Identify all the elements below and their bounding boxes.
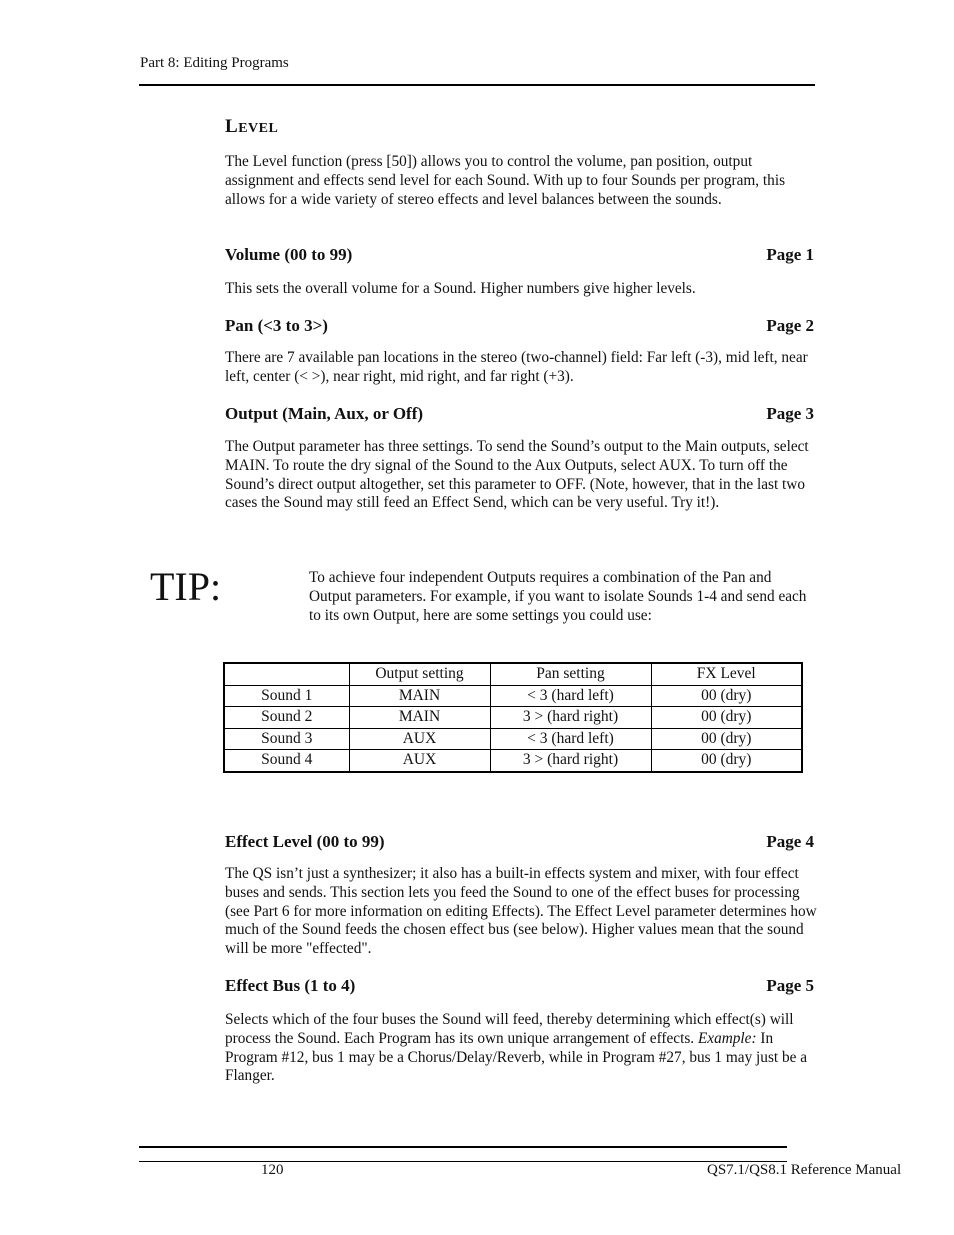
param-name: Output (Main, Aux, or Off) (225, 404, 424, 423)
table-header-row (224, 663, 802, 685)
param-page: Page 5 (766, 976, 814, 995)
table-header-cell: Pan setting (490, 663, 651, 685)
table-header-cell: Output setting (349, 663, 490, 685)
table-header-cell (224, 663, 349, 685)
table-row (224, 728, 802, 750)
param-heading-effect-bus (225, 976, 814, 996)
param-name: Effect Bus (1 to 4) (225, 976, 356, 995)
footer-rule-thin (139, 1161, 787, 1162)
table-cell: 00 (dry) (651, 750, 802, 772)
param-description-output: The Output parameter has three settings. To send the Sound’s output to the Main outputs, select MAIN. To route the dry signal of the Sound to the Aux Outputs, select AUX. To turn off the Sound’s direct output altogether, set this parameter to OFF. (Note, however, that in the last two cases the Sound may still feed an Effect Send, which can be very useful. Try it!). (225, 438, 809, 512)
effect-bus-example-text: In Program #12, bus 1 may be a Chorus/Delay/Reverb, while in Program #27, bus 1 may just be a Flanger. (225, 1029, 808, 1085)
section-title-initial: L (225, 116, 239, 137)
param-name: Effect Level (00 to 99) (225, 832, 385, 851)
param-page: Page 3 (766, 404, 814, 423)
footer-rule (139, 1146, 787, 1148)
param-description-pan: There are 7 available pan locations in the stereo (two-channel) field: Far left (-3), mid left, near left, center (< >), near right, mid right, and far right (+3). (225, 349, 808, 385)
table-cell: < 3 (hard left) (490, 728, 651, 750)
manual-title: QS7.1/QS8.1 Reference Manual (707, 1162, 902, 1178)
param-heading-output (225, 404, 814, 424)
table-row (224, 685, 802, 707)
running-head: Part 8: Editing Programs (140, 55, 289, 71)
table-cell: Sound 4 (224, 750, 349, 772)
intro-paragraph: The Level function (press [50]) allows you to control the volume, pan position, output assignment and effects send level for each Sound. With up to four Sounds per program, this allows for a wide variety of stereo effects and level balances between the sounds. (225, 153, 786, 208)
table-cell: 00 (dry) (651, 728, 802, 750)
table-cell: Sound 2 (224, 707, 349, 729)
param-heading-effect-level (225, 832, 814, 852)
table-cell: Sound 3 (224, 728, 349, 750)
settings-table (223, 662, 803, 773)
table-row (224, 750, 802, 772)
param-name: Pan (<3 to 3>) (225, 316, 328, 335)
tip-label: TIP: (150, 564, 222, 609)
table-cell: AUX (349, 728, 490, 750)
table-cell: Sound 1 (224, 685, 349, 707)
table-header-cell: FX Level (651, 663, 802, 685)
example-label: Example: (697, 1029, 757, 1047)
section-title-rest: EVEL (238, 121, 279, 136)
header-rule (139, 84, 815, 86)
param-description-volume: This sets the overall volume for a Sound. Higher numbers give higher levels. (225, 280, 696, 297)
table-cell: MAIN (349, 707, 490, 729)
table-cell: 3 > (hard right) (490, 750, 651, 772)
table-row (224, 707, 802, 729)
table-cell: 00 (dry) (651, 685, 802, 707)
table-cell: 3 > (hard right) (490, 707, 651, 729)
param-description-effect-bus (225, 1011, 819, 1086)
table-cell: < 3 (hard left) (490, 685, 651, 707)
table-cell: 00 (dry) (651, 707, 802, 729)
effect-bus-text: Selects which of the four buses the Sound will feed, thereby determining which effect(s) will process the Sound. Each Program has its own unique arrangement of effects. (225, 1011, 794, 1047)
page-number: 120 (261, 1162, 284, 1178)
param-description-effect-level: The QS isn’t just a synthesizer; it also has a built-in effects system and mixer, with four effect buses and sends. This section lets you feed the Sound to one of the effect buses for processing (see Part 6 for more information on editing Effects). The Effect Level parameter determines how much of the Sound feeds the chosen effect bus (see below). Higher values mean that the sound will be more "effected". (225, 865, 817, 958)
param-page: Page 2 (766, 316, 814, 335)
section-title (225, 116, 278, 138)
param-page: Page 4 (766, 832, 814, 851)
param-heading-volume (225, 245, 814, 265)
table-cell: AUX (349, 750, 490, 772)
table-cell: MAIN (349, 685, 490, 707)
tip-text: To achieve four independent Outputs requires a combination of the Pan and Output parameters. For example, if you want to isolate Sounds 1-4 and send each to its own Output, here are some settings you could use: (309, 569, 807, 624)
param-name: Volume (00 to 99) (225, 245, 353, 264)
param-heading-pan (225, 316, 814, 336)
param-page: Page 1 (766, 245, 814, 264)
